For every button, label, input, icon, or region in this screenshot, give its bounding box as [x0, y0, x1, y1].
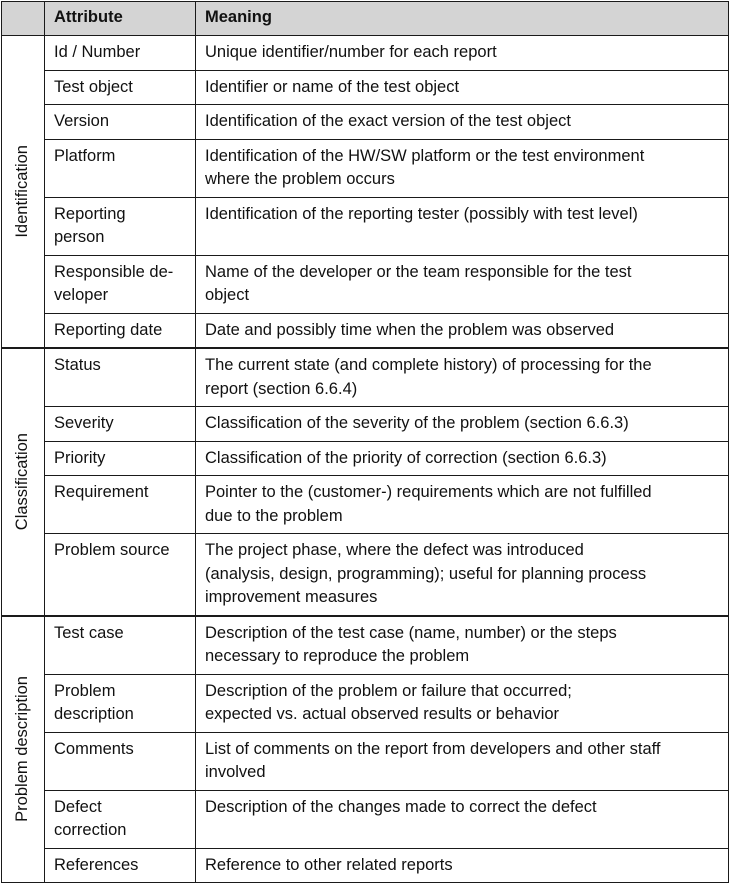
attribute-text: Comments — [54, 739, 134, 758]
header-group-cell — [2, 2, 45, 36]
meaning-text: Pointer to the (customer-) requirements which are not fulfilled — [205, 483, 652, 501]
meaning-cell — [196, 197, 729, 255]
meaning-text: (analysis, design, programming); useful for planning process — [205, 564, 647, 583]
meaning-text: where the problem occurs — [205, 170, 395, 188]
attribute-cell — [45, 197, 196, 255]
attribute-text: Reporting date — [54, 320, 163, 339]
attribute-text: Id / Number — [54, 43, 141, 61]
attribute-cell — [45, 105, 196, 140]
meaning-cell — [196, 616, 729, 675]
meaning-cell — [196, 674, 729, 732]
meaning-text: Identification of the exact version of the test object — [205, 112, 571, 130]
meaning-cell — [196, 313, 729, 348]
table-row — [2, 255, 729, 313]
attribute-text: Status — [54, 356, 101, 374]
attribute-text: correction — [54, 821, 127, 839]
report-attributes-table — [1, 1, 729, 883]
meaning-text: Reference to other related reports — [205, 855, 453, 874]
meaning-cell — [196, 534, 729, 616]
table-row — [2, 105, 729, 140]
meaning-cell — [196, 476, 729, 534]
attribute-text: Requirement — [54, 483, 149, 501]
attribute-cell — [45, 790, 196, 848]
meaning-text: Description of the changes made to correct the defect — [205, 797, 597, 816]
meaning-text: object — [205, 286, 250, 304]
attribute-text: Platform — [54, 146, 116, 165]
meaning-cell — [196, 255, 729, 313]
attribute-cell — [45, 407, 196, 442]
attribute-text: description — [54, 705, 134, 723]
header-row — [2, 2, 729, 36]
meaning-text: Identifier or name of the test object — [205, 77, 460, 96]
attribute-cell — [45, 674, 196, 732]
table-row — [2, 476, 729, 534]
table-body — [2, 36, 729, 883]
group-label: Classification — [13, 433, 32, 531]
table-row — [2, 441, 729, 476]
meaning-cell — [196, 732, 729, 790]
attribute-cell — [45, 616, 196, 675]
meaning-text: necessary to reproduce the problem — [205, 647, 470, 665]
attribute-cell — [45, 848, 196, 883]
meaning-text: Date and possibly time when the problem was observed — [205, 320, 615, 339]
meaning-text: List of comments on the report from developers and other staff — [205, 739, 661, 758]
table-row — [2, 197, 729, 255]
meaning-cell — [196, 441, 729, 476]
group-label-cell — [2, 36, 45, 349]
group-label: Identification — [13, 145, 32, 238]
table-row — [2, 348, 729, 407]
table-row — [2, 36, 729, 71]
meaning-text: The current state (and complete history) of processing for the — [205, 356, 652, 374]
meaning-text: Description of the test case (name, number) or the steps — [205, 623, 617, 642]
attribute-text: References — [54, 855, 139, 874]
table-row — [2, 534, 729, 616]
meaning-cell — [196, 407, 729, 442]
meaning-text: Classification of the priority of correction (section 6.6.3) — [205, 448, 607, 467]
attribute-text: Test object — [54, 77, 133, 96]
meaning-text: due to the problem — [205, 506, 343, 525]
attribute-text: veloper — [54, 286, 109, 304]
meaning-text: Unique identifier/number for each report — [205, 43, 497, 61]
attribute-cell — [45, 732, 196, 790]
meaning-text: expected vs. actual observed results or behavior — [205, 705, 560, 723]
attribute-cell — [45, 36, 196, 71]
table-row — [2, 407, 729, 442]
attribute-text: Version — [54, 112, 110, 130]
header-attribute: Attribute — [45, 2, 196, 36]
table-row — [2, 616, 729, 675]
table-row — [2, 732, 729, 790]
group-label: Problem description — [13, 676, 32, 823]
attribute-cell — [45, 139, 196, 197]
meaning-text: Description of the problem or failure that occurred; — [205, 681, 572, 700]
attribute-cell — [45, 441, 196, 476]
attribute-cell — [45, 534, 196, 616]
meaning-cell — [196, 70, 729, 105]
group-label-cell — [2, 348, 45, 616]
attribute-text: Problem — [54, 681, 116, 700]
attribute-cell — [45, 70, 196, 105]
table-row — [2, 139, 729, 197]
meaning-cell — [196, 36, 729, 71]
attribute-text: Priority — [54, 448, 106, 467]
attribute-cell — [45, 476, 196, 534]
meaning-text: involved — [205, 763, 266, 781]
attribute-text: Reporting — [54, 204, 126, 223]
meaning-cell — [196, 139, 729, 197]
header-meaning: Meaning — [196, 2, 729, 36]
group-label-cell — [2, 616, 45, 883]
table-row — [2, 790, 729, 848]
attribute-text: Responsible de- — [54, 262, 174, 281]
meaning-text: report (section 6.6.4) — [205, 379, 358, 398]
meaning-text: Name of the developer or the team responsible for the test — [205, 262, 632, 281]
attribute-text: Problem source — [54, 541, 170, 559]
meaning-cell — [196, 105, 729, 140]
attribute-text: Severity — [54, 414, 114, 432]
table-row — [2, 674, 729, 732]
meaning-cell — [196, 348, 729, 407]
meaning-cell — [196, 848, 729, 883]
meaning-text: Identification of the HW/SW platform or the test environment — [205, 146, 645, 165]
attribute-text: Test case — [54, 623, 124, 642]
meaning-text: Identification of the reporting tester (possibly with test level) — [205, 204, 638, 223]
meaning-text: Classification of the severity of the problem (section 6.6.3) — [205, 414, 629, 432]
attribute-text: Defect — [54, 797, 102, 816]
attribute-cell — [45, 348, 196, 407]
meaning-text: The project phase, where the defect was introduced — [205, 541, 584, 559]
attribute-cell — [45, 255, 196, 313]
meaning-text: improvement measures — [205, 588, 378, 606]
meaning-cell — [196, 790, 729, 848]
attribute-text: person — [54, 228, 105, 246]
attribute-cell — [45, 313, 196, 348]
table-row — [2, 70, 729, 105]
table-row — [2, 848, 729, 883]
table-row — [2, 313, 729, 348]
